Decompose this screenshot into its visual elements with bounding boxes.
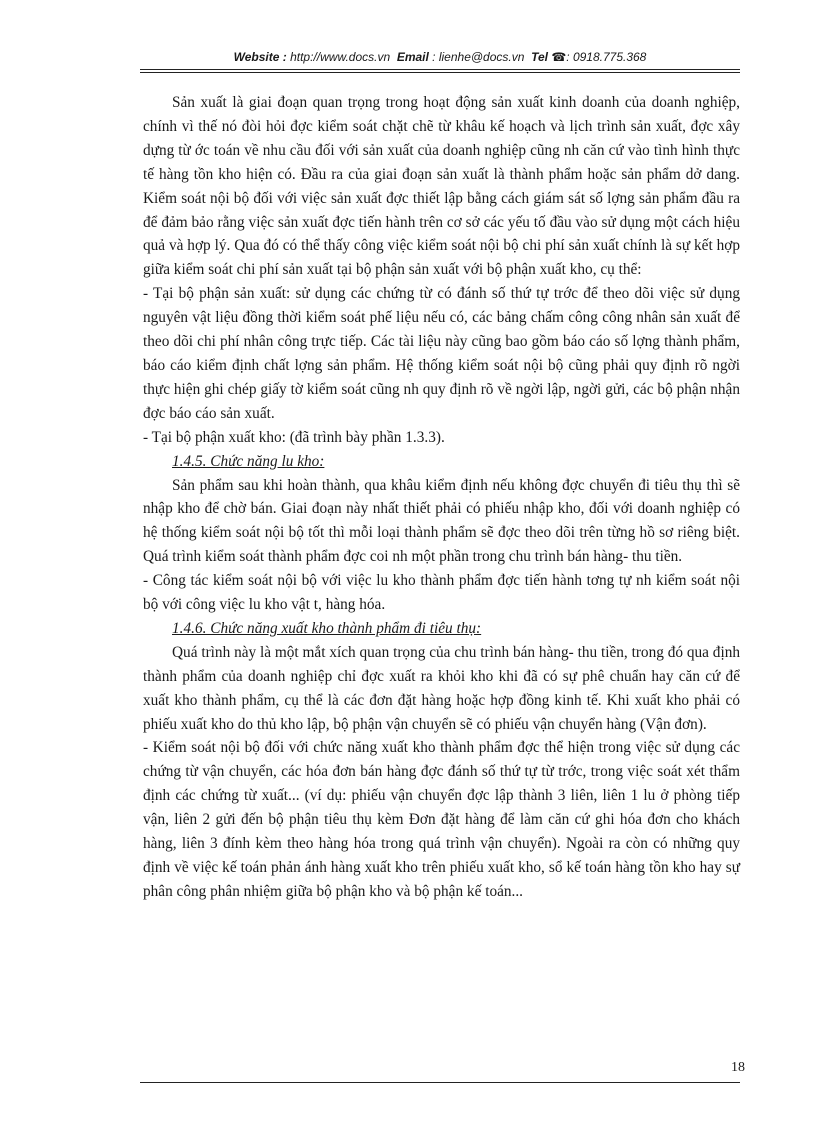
footer-rule [140,1082,740,1083]
paragraph: - Kiểm soát nội bộ đối với chức năng xuất kho thành phẩm đợc thể hiện trong việc sử dụng các chứng từ vận chuyển, các hóa đơn bán hàng đợc đánh số thứ tự từ trớc, trong việc soát xét thẩm định các chứng từ xuất... (ví dụ: phiếu vận chuyển đợc lập thành 3 liên, liên 1 lu ở phòng tiếp vận, liên 2 gửi đến bộ phận tiêu thụ kèm Đơn đặt hàng để làm căn cứ ghi hóa đơn cho khách hàng, liên 3 đính kèm theo hàng hóa trong quá trình vận chuyển). Ngoài ra còn có những quy định về việc kế toán phản ánh hàng xuất kho trên phiếu xuất kho, sổ kế toán hàng tồn kho hay sự phân công phân nhiệm giữa bộ phận kho và bộ phận kế toán... [143,739,740,900]
tel-value: : 0918.775.368 [566,50,647,64]
paragraph: - Tại bộ phận sản xuất: sử dụng các chứng từ có đánh số thứ tự trớc để theo dõi việc sử dụng nguyên vật liệu đồng thời kiểm soát phế liệu nếu có, các bảng chấm công công nhân sản xuất để theo dõi chi phí nhân công trực tiếp. Các tài liệu này cũng bao gồm báo cáo số lợng thành phẩm, báo cáo kiểm định chất lợng sản phẩm. Hệ thống kiểm soát nội bộ cũng phải quy định rõ ngời thực hiện ghi chép giấy tờ kiểm soát cũng nh quy định rõ về ngời lập, ngời gửi, các bộ phận nhận đợc báo cáo sản xuất. [143,285,740,422]
email-label: Email [396,50,429,64]
page-number: 18 [731,1060,745,1075]
paragraph: - Công tác kiểm soát nội bộ với việc lu kho thành phẩm đợc tiến hành tơng tự nh kiểm soát nội bộ với công việc lu kho vật t, hàng hóa. [143,572,740,614]
section-heading: 1.4.5. Chức năng lu kho: [172,452,325,470]
paragraph: Sản xuất là giai đoạn quan trọng trong hoạt động sản xuất kinh doanh của doanh nghiệp, chính vì thế nó đòi hỏi đợc kiểm soát chặt chẽ từ khâu kế hoạch và lịch trình sản xuất, đợc xây dựng từ ớc toán về nhu cầu đối với sản xuất của doanh nghiệp cũng nh căn cứ vào tình hình thực tế hàng tồn kho hiện có. Đầu ra của giai đoạn sản xuất là thành phẩm hoặc sản phẩm dở dang. Kiểm soát nội bộ đối với việc sản xuất đợc thiết lập bằng cách giám sát số lợng sản phẩm đầu ra để đảm bảo rằng việc sản xuất đợc tiến hành trên cơ sở các yếu tố đầu vào sử dụng một cách hiệu quả và hợp lý. Qua đó có thể thấy công việc kiểm soát nội bộ chi phí sản xuất chính là sự kết hợp giữa kiểm soát chi phí sản xuất tại bộ phận sản xuất với bộ phận xuất kho, cụ thể: [143,94,740,279]
website-label: Website : [233,50,287,64]
phone-icon: ☎ [551,50,567,64]
header-rule-bottom [140,72,740,73]
paragraph: - Tại bộ phận xuất kho: (đã trình bày phần 1.3.3). [143,428,445,446]
section-heading: 1.4.6. Chức năng xuất kho thành phẩm đi tiêu thụ: [172,619,482,637]
email-value: : lienhe@docs.vn [432,50,525,64]
page-header [140,50,740,64]
website-value: http://www.docs.vn [290,50,391,64]
header-rule-top [140,69,740,70]
tel-label: Tel [531,50,548,64]
paragraph: Sản phẩm sau khi hoàn thành, qua khâu kiểm định nếu không đợc chuyển đi tiêu thụ thì sẽ nhập kho để chờ bán. Giai đoạn này nhất thiết phải có phiếu nhập kho, đối với doanh nghiệp có hệ thống kiểm soát nội bộ tốt thì mỗi loại thành phẩm sẽ đợc theo dõi trên từng hồ sơ riêng biệt. Quá trình kiểm soát thành phẩm đợc coi nh một phần trong chu trình bán hàng- thu tiền. [143,476,740,566]
document-body [143,91,740,904]
paragraph: Quá trình này là một mắt xích quan trọng của chu trình bán hàng- thu tiền, trong đó qua định thành phẩm của doanh nghiệp chỉ đợc xuất ra khỏi kho khi đã có sự phê chuẩn hay căn cứ để xuất kho thành phẩm, cụ thể là các đơn đặt hàng hoặc hợp đồng kinh tế. Khi xuất kho phải có phiếu xuất kho do thủ kho lập, bộ phận vận chuyển sẽ có phiếu vận chuyển hàng (Vận đơn). [143,643,740,733]
